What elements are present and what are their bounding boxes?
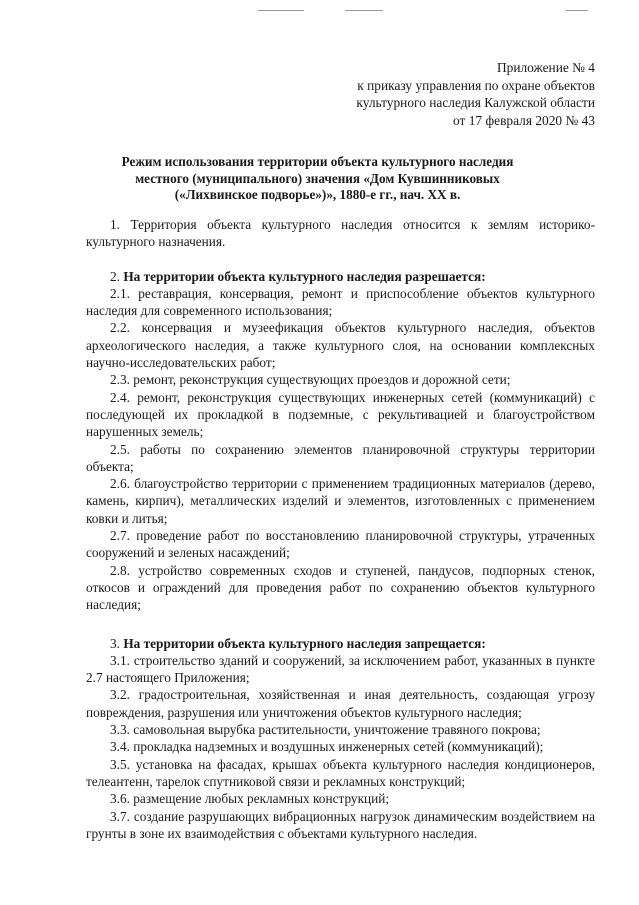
list-item: 3.4. прокладка надземных и воздушных инженерных сетей (коммуникаций);	[110, 739, 544, 755]
list-item: 2.6. благоустройство территории с применением традиционных материалов (дерево, камень, кирпич), металлических изделий и элементов, изготовленных с применением ковки и литья;	[86, 476, 595, 526]
scan-artifact-right	[566, 10, 588, 11]
list-item: 2.2. консервация и музеефикация объектов культурного наследия, объектов археологического наследия, а также культурного слоя, на основании комплексных научно-исследовательских работ;	[86, 320, 595, 371]
appendix-line: от 17 февраля 2020 № 43	[453, 112, 595, 128]
section-3-title: На территории объекта культурного наследия запрещается:	[123, 635, 486, 651]
list-item: 2.1. реставрация, консервация, ремонт и приспособление объектов культурного наследия для современного использования;	[86, 285, 595, 319]
list-item: 2.4. ремонт, реконструкция существующих инженерных сетей (коммуникаций) с последующей их прокладкой в подземные, с рекультивацией и благоустройством нарушенных земель;	[86, 389, 595, 440]
appendix-header	[275, 59, 595, 129]
section-2-number: 2.	[110, 268, 120, 284]
section-1-paragraph: 1. Территория объекта культурного наследия относится к землям историко-культурного назначения.	[86, 217, 595, 250]
list-item: 3.2. градостроительная, хозяйственная и иная деятельность, создающая угрозу повреждения, разрушения или уничтожения объектов культурного наследия;	[86, 687, 595, 720]
list-item: 2.7. проведение работ по восстановлению планировочной структуры, утраченных сооружений и зеленых насаждений;	[86, 528, 595, 561]
document-body	[86, 216, 595, 842]
section-3-number: 3.	[110, 635, 120, 651]
list-item: 3.5. установка на фасадах, крышах объекта культурного наследия кондиционеров, телеантенн, тарелок спутниковой связи и рекламных конструкций;	[86, 756, 595, 789]
list-item: 2.8. устройство современных сходов и ступеней, пандусов, подпорных стенок, откосов и ограждений для проведения работ по сохранению объектов культурного наследия;	[86, 562, 595, 613]
list-item: 3.6. размещение любых рекламных конструкций;	[110, 791, 390, 807]
list-item: 3.3. самовольная вырубка растительности, уничтожение травяного покрова;	[110, 722, 541, 738]
appendix-line: Приложение № 4	[496, 60, 595, 75]
list-item: 3.7. создание разрушающих вибрационных нагрузок динамическим воздействием на грунты в зоне их взаимодействия с объектами культурного наследия.	[86, 808, 595, 841]
scan-artifact-left	[258, 10, 304, 11]
document-title: Режим использования территории объекта культурного наследия местного (муниципального) значения «Дом Кувшинниковых («Лихвинское подворье»)», 1880-е гг., нач. XX в.	[121, 154, 514, 202]
list-item: 3.1. строительство зданий и сооружений, за исключением работ, указанных в пункте 2.7 настоящего Приложения;	[86, 652, 595, 686]
list-item: 2.5. работы по сохранению элементов планировочной структуры территории объекта;	[86, 441, 595, 474]
scan-artifact-mid	[345, 10, 383, 11]
section-2-title: На территории объекта культурного наследия разрешается:	[123, 268, 486, 284]
list-item: 2.3. ремонт, реконструкция существующих проездов и дорожной сети;	[110, 372, 511, 388]
section-3-heading	[86, 635, 595, 652]
appendix-line: культурного наследия Калужской области	[356, 95, 595, 111]
appendix-line: к приказу управления по охране объектов	[357, 77, 595, 93]
section-2-heading	[86, 268, 595, 285]
